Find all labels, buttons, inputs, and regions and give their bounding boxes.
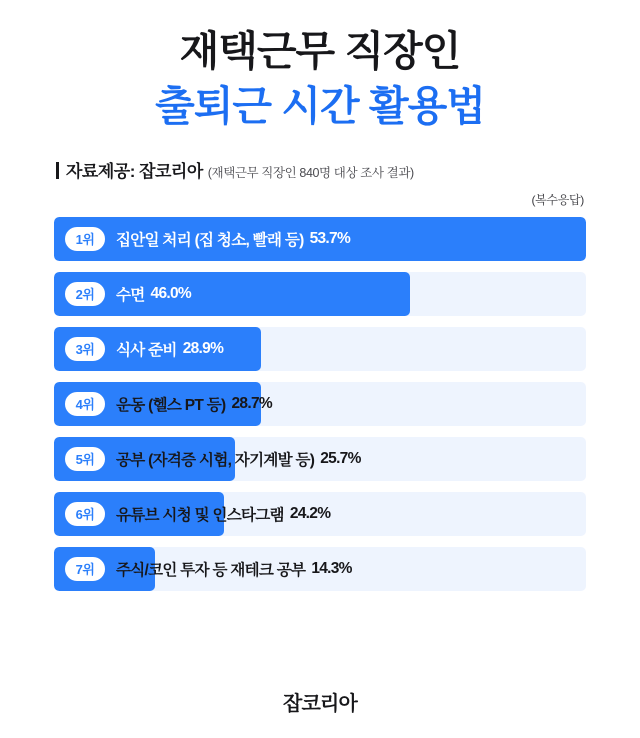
bar-value-text: 53.7% xyxy=(309,229,351,247)
source-label: 자료제공: 잡코리아 xyxy=(66,161,203,181)
vertical-bar-icon xyxy=(56,162,59,179)
bar-value-text: 28.9% xyxy=(182,339,224,357)
bar-label-text: 운동 (헬스 PT 등) xyxy=(116,396,226,414)
page-title-line2: 출퇴근 시간 활용법 xyxy=(155,83,485,130)
bar-label xyxy=(116,327,223,371)
bar-label-text: 수면 xyxy=(116,286,145,304)
title-block xyxy=(54,0,586,133)
rank-badge: 5위 xyxy=(64,446,106,472)
rank-badge: 4위 xyxy=(64,391,106,417)
bar-label-text: 주식/코인 투자 등 재테크 공부 xyxy=(116,561,306,579)
bar-label xyxy=(116,547,352,591)
rank-badge: 6위 xyxy=(64,501,106,527)
bar-label-text: 공부 (자격증 시험, 자기계발 등) xyxy=(116,451,315,469)
page-title-line1: 재택근무 직장인 xyxy=(179,28,461,74)
rank-badge: 1위 xyxy=(64,226,106,252)
bar-value-text: 46.0% xyxy=(150,284,191,302)
bar-value-text: 24.2% xyxy=(289,504,331,522)
bar-label xyxy=(116,382,272,426)
bar-row xyxy=(54,327,586,371)
source-row xyxy=(54,157,586,182)
bar-value-text: 25.7% xyxy=(320,449,361,467)
bar-value-text: 14.3% xyxy=(311,559,352,577)
bar-value-text: 28.7% xyxy=(231,394,272,412)
bar-label-text: 식사 준비 xyxy=(116,341,177,359)
multi-response-note: (복수응답) xyxy=(531,192,584,207)
rank-badge: 2위 xyxy=(64,281,106,307)
bar-label-text: 유튜브 시청 및 인스타그램 xyxy=(116,506,284,524)
bar-label-text: 집안일 처리 (집 청소, 빨래 등) xyxy=(116,231,304,249)
bar-row xyxy=(54,547,586,591)
bar-fill xyxy=(54,272,410,316)
bar-chart xyxy=(54,217,586,591)
bar-label xyxy=(116,492,330,536)
bar-row xyxy=(54,382,586,426)
bar-label xyxy=(116,272,191,316)
bar-label xyxy=(116,217,350,261)
bar-row xyxy=(54,492,586,536)
rank-badge: 7위 xyxy=(64,556,106,582)
brand-footer: 잡코리아 xyxy=(282,693,358,715)
bar-label xyxy=(116,437,361,481)
bar-row xyxy=(54,272,586,316)
bar-row xyxy=(54,437,586,481)
bar-row xyxy=(54,217,586,261)
source-detail: (재택근무 직장인 840명 대상 조사 결과) xyxy=(207,165,414,180)
rank-badge: 3위 xyxy=(64,336,106,362)
